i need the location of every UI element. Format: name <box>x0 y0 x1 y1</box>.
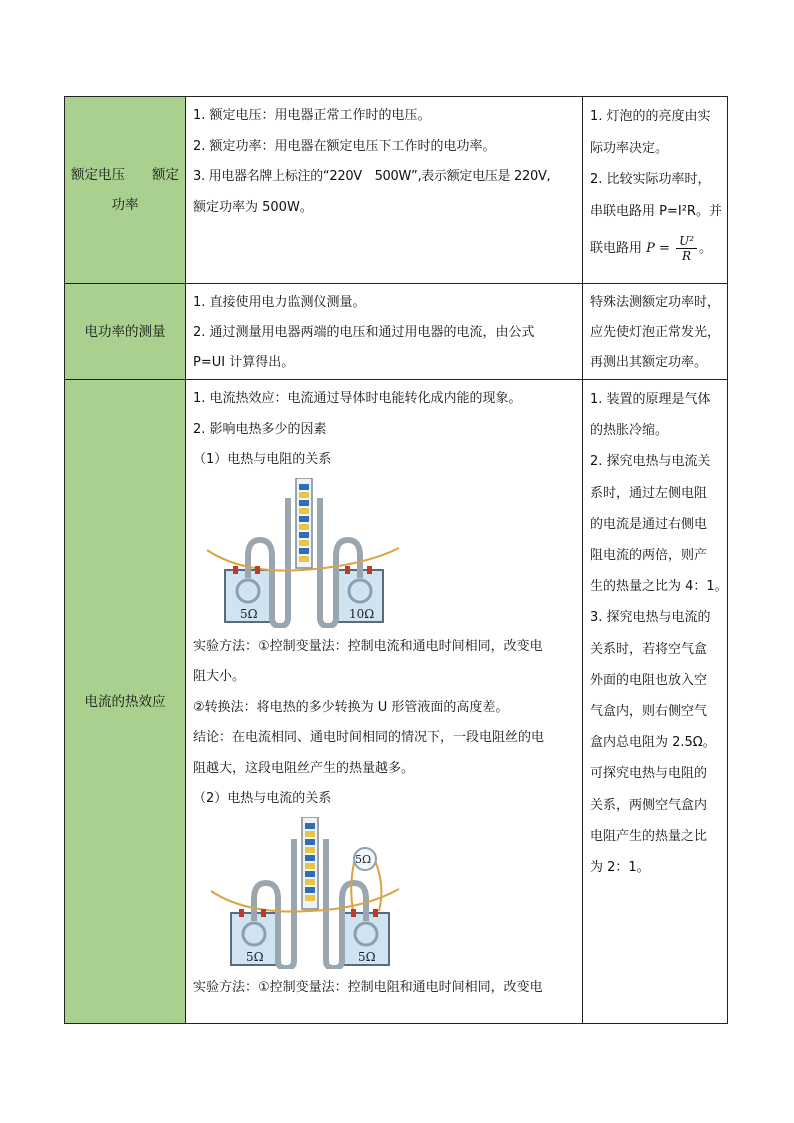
row-notes <box>583 97 727 283</box>
content-line: 实验方法：①控制变量法：控制电阻和通电时间相同，改变电 <box>193 979 543 995</box>
note-line: 2. 探究电热与电流关 <box>590 454 711 470</box>
content-line: 额定功率为 500W。 <box>193 199 313 215</box>
note-line: 系时，通过左侧电阻 <box>590 485 708 501</box>
formula-line <box>590 227 721 271</box>
outside-resistor-label: 5Ω <box>355 852 372 866</box>
formula-prefix: 联电路用 <box>590 241 643 256</box>
row-label: 电流的热效应 <box>65 380 186 1023</box>
note-line: 1. 装置的原理是气体 <box>590 392 711 407</box>
note-line: 关系时，若将空气盒 <box>590 641 708 657</box>
table-row <box>65 284 727 380</box>
note-line: 为 2：1。 <box>590 860 650 876</box>
formula-numerator: U² <box>676 234 697 249</box>
row-notes <box>583 380 727 1023</box>
note-line: 的热胀冷缩。 <box>590 423 669 439</box>
left-resistor-label: 5Ω <box>246 949 264 964</box>
formula-lhs: P = <box>646 241 670 256</box>
knowledge-table <box>64 96 728 1024</box>
note-line: 的电流是通过右侧电 <box>590 516 708 532</box>
content-line: （2）电热与电流的关系 <box>193 791 332 806</box>
resistance-experiment-figure <box>203 478 403 628</box>
content-line: （1）电热与电阻的关系 <box>193 452 332 467</box>
right-resistor-label: 10Ω <box>349 606 375 621</box>
note-line: 3. 探究电热与电流的 <box>590 610 711 626</box>
current-experiment-figure <box>203 817 403 969</box>
note-line: 2. 比较实际功率时， <box>590 172 711 187</box>
note-line: 盒内总电阻为 2.5Ω。 <box>590 735 716 751</box>
note-line: 再测出其额定功率。 <box>590 355 708 370</box>
note-line: 串联电路用 P=I²R。并 <box>590 203 722 219</box>
note-line: 外面的电阻也放入空 <box>590 672 708 688</box>
row-label: 额定电压 额定功率 <box>65 97 186 283</box>
content-line: ②转换法：将电热的多少转换为 U 形管液面的高度差。 <box>193 699 509 715</box>
content-line: 1. 直接使用电力监测仪测量。 <box>193 295 366 310</box>
content-line: P=UI 计算得出。 <box>193 355 295 370</box>
row-notes <box>583 284 727 379</box>
formula-fraction <box>676 234 697 263</box>
formula-suffix: 。 <box>699 241 713 256</box>
note-line: 生的热量之比为 4：1。 <box>590 579 728 595</box>
content-line: 实验方法：①控制变量法：控制电流和通电时间相同，改变电 <box>193 638 543 654</box>
note-line: 电阻产生的热量之比 <box>590 828 708 844</box>
content-line: 阻大小。 <box>193 669 246 684</box>
content-line: 2. 额定功率：用电器在额定电压下工作时的电功率。 <box>193 138 496 154</box>
content-line: 2. 影响电热多少的因素 <box>193 421 327 437</box>
content-line: 结论：在电流相同、通电时间相同的情况下，一段电阻丝的电 <box>193 730 545 745</box>
note-line: 1. 灯泡的的亮度由实 <box>590 109 711 124</box>
note-line: 应先使灯泡正常发光， <box>590 325 721 340</box>
note-line: 气盒内，则右侧空气 <box>590 704 708 720</box>
note-line: 阻电流的两倍，则产 <box>590 548 708 564</box>
row-content <box>186 284 583 379</box>
content-line: 阻越大，这段电阻丝产生的热量越多。 <box>193 760 415 776</box>
note-line: 际功率决定。 <box>590 140 669 156</box>
content-line: 1. 额定电压：用电器正常工作时的电压。 <box>193 108 431 123</box>
note-line: 特殊法测额定功率时， <box>590 295 721 310</box>
note-line: 关系，两侧空气盒内 <box>590 797 708 813</box>
note-line: 可探究电热与电阻的 <box>590 766 708 782</box>
content-line: 1. 电流热效应：电流通过导体时电能转化成内能的现象。 <box>193 391 522 406</box>
formula-denominator: R <box>682 249 692 263</box>
content-line: 3. 用电器名牌上标注的“220V 500W”,表示额定电压是 220V, <box>193 169 551 184</box>
right-resistor-label: 5Ω <box>358 949 376 964</box>
row-content <box>186 380 583 1023</box>
content-line: 2. 通过测量用电器两端的电压和通过用电器的电流，由公式 <box>193 325 535 340</box>
left-resistor-label: 5Ω <box>240 606 258 621</box>
row-label: 电功率的测量 <box>65 284 186 379</box>
row-content <box>186 97 583 283</box>
table-row <box>65 380 727 1023</box>
table-row <box>65 97 727 284</box>
